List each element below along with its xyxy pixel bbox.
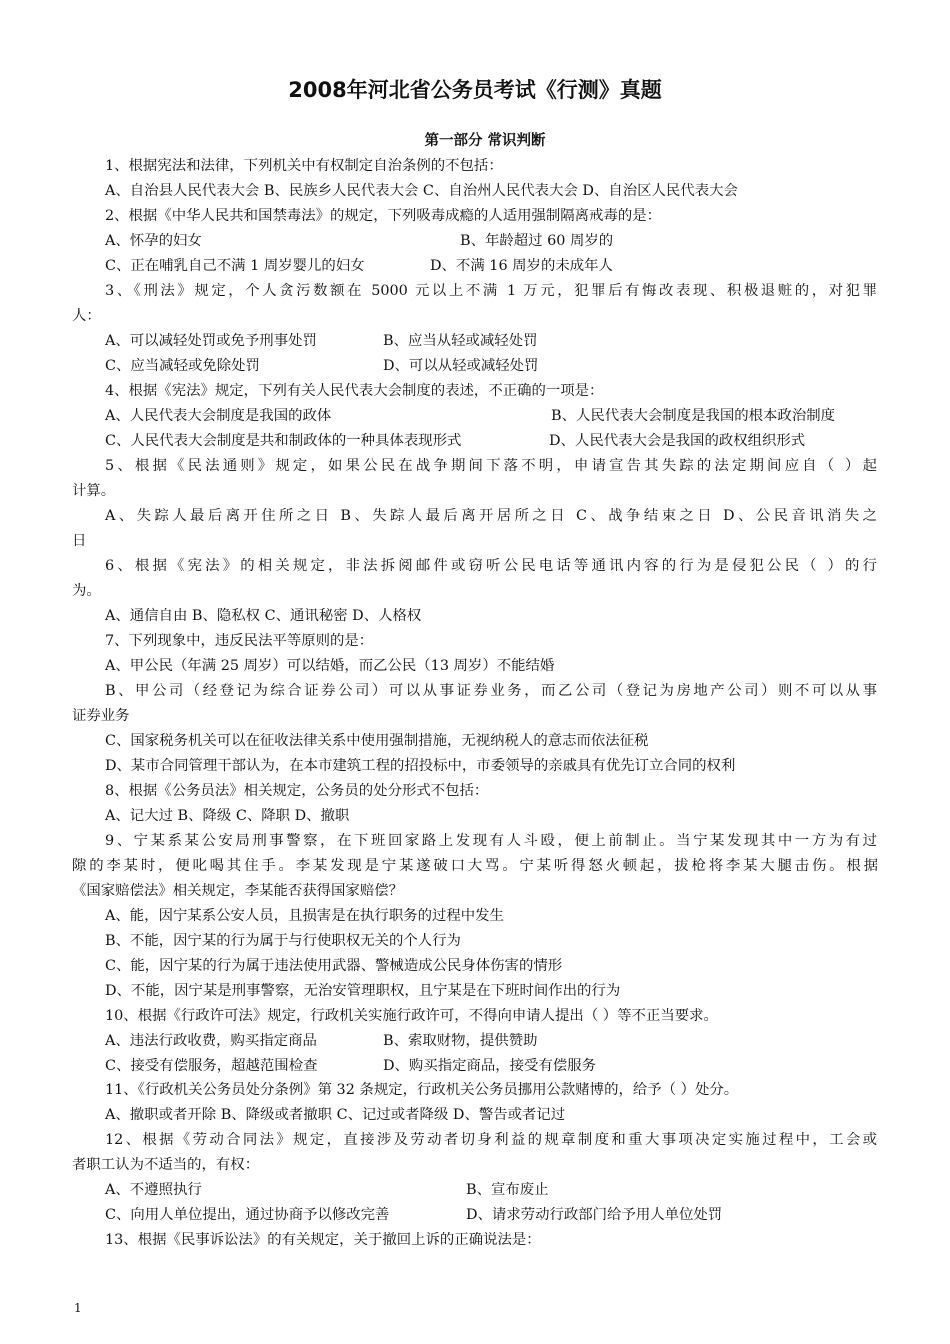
section-heading: 第一部分 常识判断 — [424, 133, 546, 149]
q12-option-a: A、不遵照执行 — [105, 1182, 202, 1198]
q4-option-b: B、人民代表大会制度是我国的根本政治制度 — [551, 408, 835, 424]
q9-option-a: A、能，因宁某系公安人员，且损害是在执行职务的过程中发生 — [105, 908, 504, 924]
question-12: 12、根据《劳动合同法》规定，直接涉及劳动者切身利益的规章制度和重大事项决定实施过程中，工会或 — [105, 1132, 877, 1148]
question-9-cont-2: 《国家赔偿法》相关规定，李某能否获得国家赔偿？ — [72, 883, 403, 899]
question-9: 9、宁某系某公安局刑事警察，在下班回家路上发现有人斗殴，便上前制止。当宁某发现其中一方为有过 — [105, 833, 877, 849]
q5-options: A、失踪人最后离开住所之日 B、失踪人最后离开居所之日 C、战争结束之日 D、公民音讯消失之 — [105, 508, 877, 524]
question-4: 4、根据《宪法》规定，下列有关人民代表大会制度的表述，不正确的一项是： — [105, 383, 604, 399]
question-5-cont: 计算。 — [72, 483, 116, 499]
q1-options: A、自治县人民代表大会 B、民族乡人民代表大会 C、自治州人民代表大会 D、自治区人民代表大会 — [105, 183, 738, 199]
q8-options: A、记大过 B、降级 C、降职 D、撤职 — [105, 808, 350, 824]
question-8: 8、根据《公务员法》相关规定，公务员的处分形式不包括： — [105, 783, 489, 799]
question-11: 11、《行政机关公务员处分条例》第 32 条规定，行政机关公务员挪用公款赌博的，给予（ ）处分。 — [105, 1082, 739, 1098]
q4-option-d: D、人民代表大会是我国的政权组织形式 — [549, 433, 806, 449]
q2-option-c: C、正在哺乳自己不满 1 周岁婴儿的妇女 — [105, 258, 365, 274]
q7-option-d: D、某市合同管理干部认为，在本市建筑工程的招投标中，市委领导的亲戚具有优先订立合同的权利 — [105, 758, 736, 774]
page-title: 2008年河北省公务员考试《行测》真题 — [288, 78, 662, 102]
q7-option-a: A、甲公民（年满 25 周岁）可以结婚，而乙公民（13 周岁）不能结婚 — [105, 658, 555, 674]
q9-option-b: B、不能，因宁某的行为属于与行使职权无关的个人行为 — [105, 933, 461, 949]
q3-option-b: B、应当从轻或减轻处罚 — [383, 333, 538, 349]
q7-option-b-cont: 证券业务 — [72, 708, 130, 724]
q10-option-a: A、违法行政收费，购买指定商品 — [105, 1033, 317, 1049]
q12-option-b: B、宣布废止 — [466, 1182, 549, 1198]
question-13: 13、根据《民事诉讼法》的有关规定，关于撤回上诉的正确说法是： — [105, 1232, 541, 1248]
q11-options: A、撤职或者开除 B、降级或者撤职 C、记过或者降级 D、警告或者记过 — [105, 1107, 566, 1123]
q3-option-a: A、可以减轻处罚或免予刑事处罚 — [105, 333, 317, 349]
q5-options-cont: 日 — [72, 533, 87, 549]
question-3: 3、《刑法》规定，个人贪污数额在 5000 元以上不满 1 万元，犯罪后有悔改表现、积极退赃的，对犯罪 — [105, 283, 877, 299]
question-7: 7、下列现象中，违反民法平等原则的是： — [105, 633, 374, 649]
question-6: 6、根据《宪法》的相关规定，非法拆阅邮件或窃听公民电话等通讯内容的行为是侵犯公民（ ）的行 — [105, 558, 877, 574]
question-12-cont: 者职工认为不适当的，有权： — [72, 1157, 260, 1173]
q2-option-d: D、不满 16 周岁的未成年人 — [430, 258, 613, 274]
page-number: 1 — [74, 1301, 82, 1315]
question-10: 10、根据《行政许可法》规定，行政机关实施行政许可，不得向申请人提出（ ）等不正当要求。 — [105, 1008, 718, 1024]
q4-option-c: C、人民代表大会制度是共和制政体的一种具体表现形式 — [105, 433, 462, 449]
q3-option-c: C、应当减轻或免除处罚 — [105, 358, 260, 374]
q12-option-d: D、请求劳动行政部门给予用人单位处罚 — [466, 1207, 723, 1223]
q9-option-c: C、能，因宁某的行为属于违法使用武器、警械造成公民身体伤害的情形 — [105, 958, 563, 974]
q9-option-d: D、不能，因宁某是刑事警察，无治安管理职权，且宁某是在下班时间作出的行为 — [105, 983, 621, 999]
q10-option-d: D、购买指定商品，接受有偿服务 — [383, 1058, 597, 1074]
q7-option-b: B、甲公司（经登记为综合证券公司）可以从事证券业务，而乙公司（登记为房地产公司）则不可以从事 — [105, 683, 877, 699]
q10-option-b: B、索取财物，提供赞助 — [383, 1033, 538, 1049]
q10-option-c: C、接受有偿服务，超越范围检查 — [105, 1058, 318, 1074]
q2-option-a: A、怀孕的妇女 — [105, 233, 202, 249]
question-5: 5、根据《民法通则》规定，如果公民在战争期间下落不明，申请宣告其失踪的法定期间应自（ ）起 — [105, 458, 877, 474]
question-1: 1、根据宪法和法律，下列机关中有权制定自治条例的不包括： — [105, 158, 503, 174]
q12-option-c: C、向用人单位提出，通过协商予以修改完善 — [105, 1207, 390, 1223]
q7-option-c: C、国家税务机关可以在征收法律关系中使用强制措施，无视纳税人的意志而依法征税 — [105, 733, 649, 749]
q3-option-d: D、可以从轻或减轻处罚 — [383, 358, 539, 374]
question-3-cont: 人： — [72, 308, 101, 324]
q6-options: A、通信自由 B、隐私权 C、通讯秘密 D、人格权 — [105, 608, 422, 624]
q4-option-a: A、人民代表大会制度是我国的政体 — [105, 408, 332, 424]
q2-option-b: B、年龄超过 60 周岁的 — [460, 233, 614, 249]
question-6-cont: 为。 — [72, 583, 101, 599]
question-2: 2、根据《中华人民共和国禁毒法》的规定，下列吸毒成瘾的人适用强制隔离戒毒的是： — [105, 208, 662, 224]
question-9-cont-1: 隙的李某时，便叱喝其住手。李某发现是宁某遂破口大骂。宁某听得怒火顿起，拔枪将李某大腿击伤。根据 — [72, 858, 878, 874]
